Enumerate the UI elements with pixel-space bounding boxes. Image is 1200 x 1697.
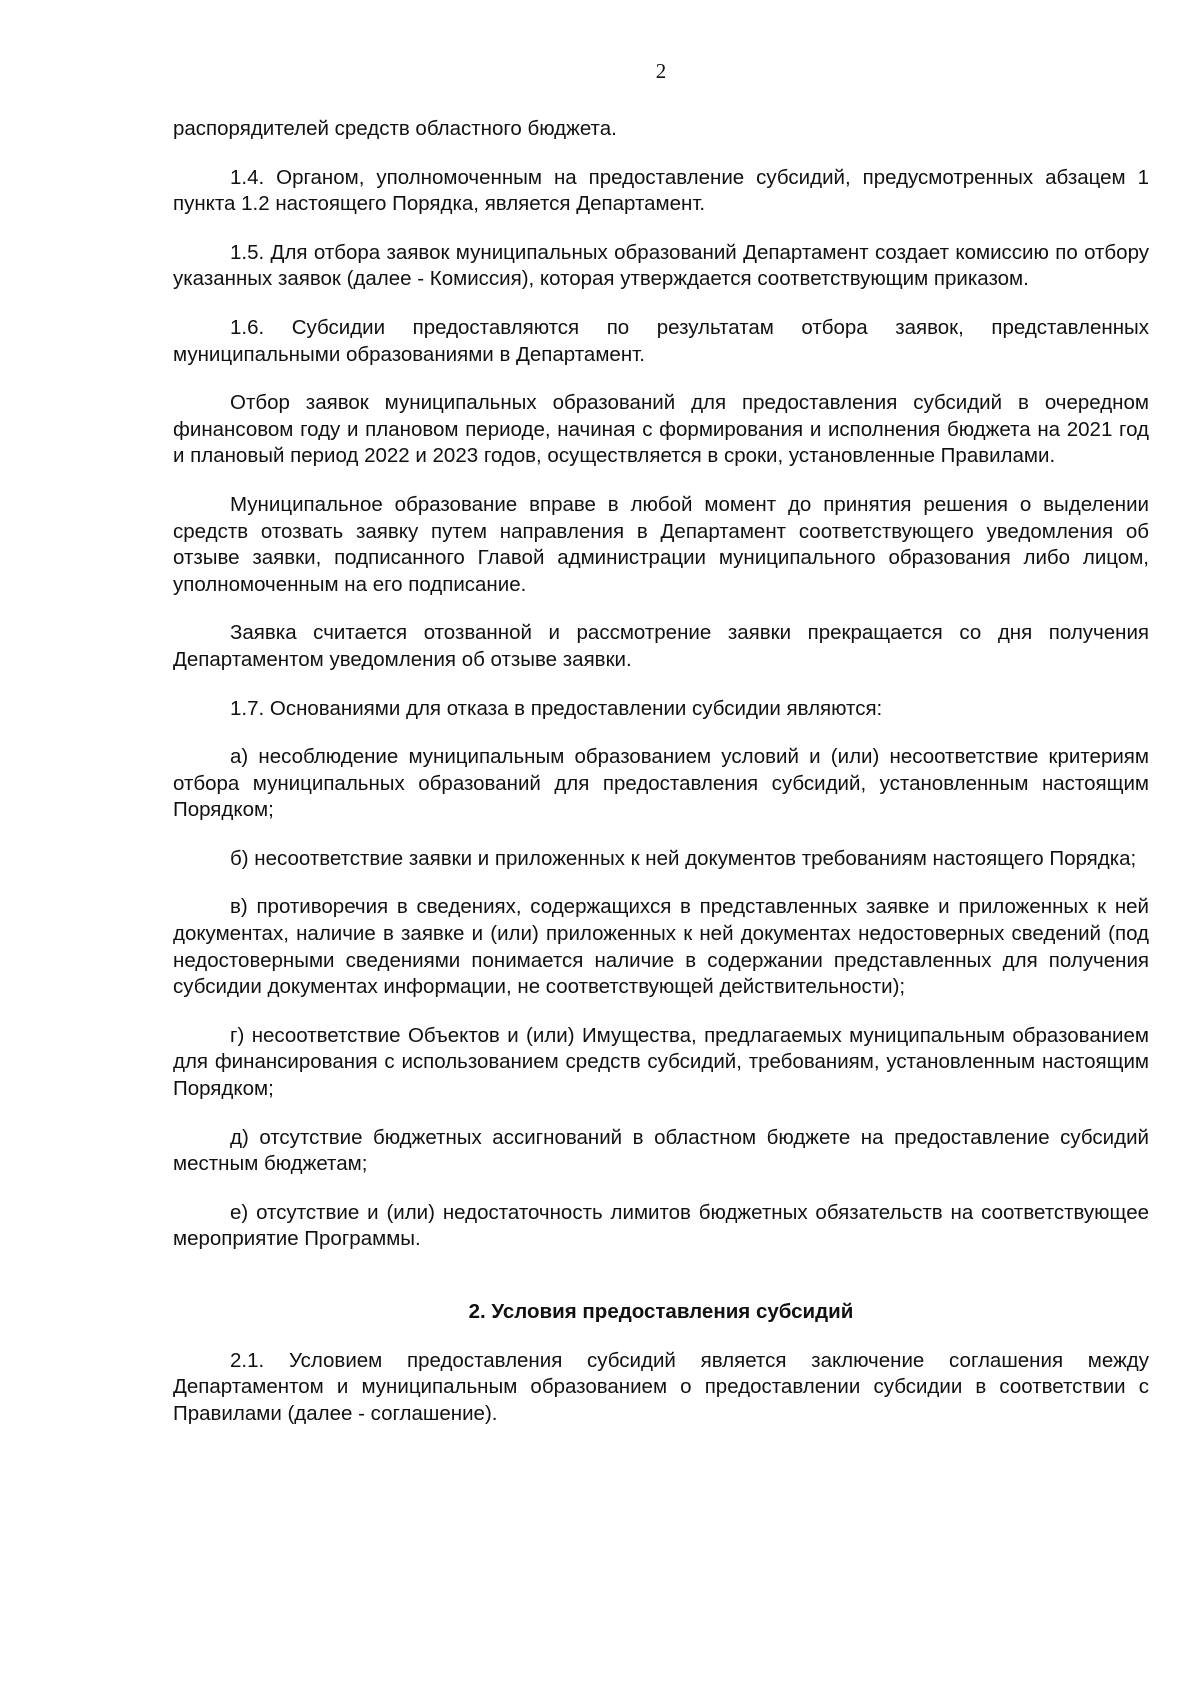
paragraph-selection-terms: Отбор заявок муниципальных образований для предоставления субсидий в очередном финансовом году и плановом периоде, начиная с формирования и исполнения бюджета на 2021 год и плановый период 2022 и 2023 годов, осуществляется в сроки, установленные Правилами. xyxy=(173,391,1149,468)
paragraph-continuation: распорядителей средств областного бюджета. xyxy=(173,117,617,140)
paragraph-1-5: 1.5. Для отбора заявок муниципальных образований Департамент создает комиссию по отбору указанных заявок (далее - Комиссия), которая утверждается соответствующим приказом. xyxy=(173,240,1149,291)
paragraph-withdrawal-right: Муниципальное образование вправе в любой момент до принятия решения о выделении средств отозвать заявку путем направления в Департамент соответствующего уведомления об отзыве заявки, подписанного Главой администрации муниципального образования либо лицом, уполномоченным на его подписание. xyxy=(173,492,1149,596)
paragraph-1-6: 1.6. Субсидии предоставляются по результатам отбора заявок, представленных муниципальными образованиями в Департамент. xyxy=(173,315,1149,366)
paragraph-1-4: 1.4. Органом, уполномоченным на предоставление субсидий, предусмотренных абзацем 1 пункта 1.2 настоящего Порядка, является Департамент. xyxy=(173,165,1149,216)
list-item-v: в) противоречия в сведениях, содержащихся в представленных заявке и приложенных к ней документах, наличие в заявке и (или) приложенных к ней документах недостоверных сведений (под недостоверными сведениями понимается наличие в содержании представленных для получения субсидии документах информации, не соответствующей действительности); xyxy=(173,895,1149,999)
list-item-b: б) несоответствие заявки и приложенных к ней документов требованиям настоящего Порядка; xyxy=(230,846,1137,870)
section-heading: 2. Условия предоставления субсидий xyxy=(468,1300,854,1323)
list-item-d: д) отсутствие бюджетных ассигнований в областном бюджете на предоставление субсидий местным бюджетам; xyxy=(173,1125,1149,1176)
page-number: 2 xyxy=(655,59,667,83)
list-item-g: г) несоответствие Объектов и (или) Имущества, предлагаемых муниципальным образованием для финансирования с использованием средств субсидий, требованиям, установленным настоящим Порядком; xyxy=(173,1023,1149,1101)
paragraph-2-1: 2.1. Условием предоставления субсидий является заключение соглашения между Департаментом и муниципальным образованием о предоставлении субсидии в соответствии с Правилами (далее - соглашение). xyxy=(173,1348,1149,1425)
document-body xyxy=(173,116,1149,1449)
paragraph-1-7: 1.7. Основаниями для отказа в предоставлении субсидии являются: xyxy=(230,696,883,720)
paragraph-withdrawal-effect: Заявка считается отозванной и рассмотрение заявки прекращается со дня получения Департаментом уведомления об отзыве заявки. xyxy=(173,621,1149,671)
list-item-a: а) несоблюдение муниципальным образованием условий и (или) несоответствие критериям отбора муниципальных образований для предоставления субсидий, установленным настоящим Порядком; xyxy=(173,745,1149,822)
list-item-e: е) отсутствие и (или) недостаточность лимитов бюджетных обязательств на соответствующее мероприятие Программы. xyxy=(173,1200,1149,1251)
